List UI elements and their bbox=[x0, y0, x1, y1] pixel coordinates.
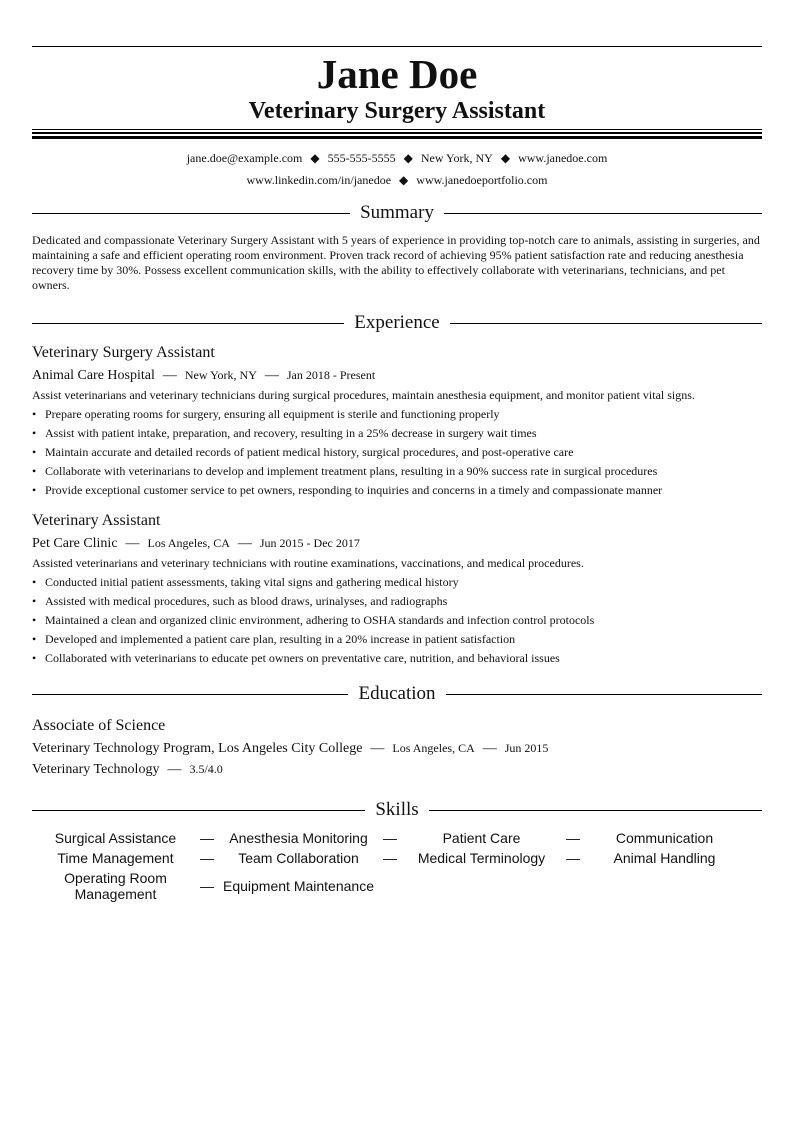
job-entry bbox=[32, 511, 762, 666]
job-dates: Jan 2018 - Present bbox=[286, 368, 376, 382]
skills-row: Time Management — Team Collaboration — Medical Terminology — Animal Handling bbox=[32, 850, 762, 866]
skill-item: Communication bbox=[615, 830, 714, 846]
summary-heading bbox=[32, 201, 762, 225]
skills-title: Skills bbox=[375, 799, 419, 820]
job-location: Los Angeles, CA bbox=[147, 536, 230, 550]
job-title: Veterinary Assistant bbox=[32, 512, 161, 529]
edu-location: Los Angeles, CA bbox=[392, 741, 475, 755]
edu-field-line: Veterinary Technology — 3.5/4.0 bbox=[32, 762, 223, 777]
contact-linkedin[interactable]: www.linkedin.com/in/janedoe bbox=[246, 173, 392, 187]
contact-website[interactable]: www.janedoe.com bbox=[518, 151, 608, 165]
edu-degree: Associate of Science bbox=[32, 717, 166, 734]
list-item: • Assisted with medical procedures, such as blood draws, urinalyses, and radiographs bbox=[32, 594, 448, 608]
contact-location: New York, NY bbox=[420, 151, 493, 165]
contact-line-1 bbox=[32, 149, 762, 167]
list-item: • Prepare operating rooms for surgery, ensuring all equipment is sterile and functioning properly bbox=[32, 407, 500, 421]
list-item: • Provide exceptional customer service to pet owners, responding to inquiries and concerns in a timely and compassionate manner bbox=[32, 483, 663, 497]
resume-page bbox=[32, 46, 762, 906]
job-location: New York, NY bbox=[184, 368, 257, 382]
skill-item: Animal Handling bbox=[613, 850, 716, 866]
diamond-icon: ◆ bbox=[500, 151, 511, 165]
skill-item: Anesthesia Monitoring bbox=[229, 830, 368, 846]
edu-gpa: 3.5/4.0 bbox=[189, 762, 223, 776]
diamond-icon: ◆ bbox=[310, 151, 320, 165]
skills-heading bbox=[32, 798, 762, 822]
job-bullets bbox=[32, 574, 762, 666]
list-item: • Developed and implemented a patient care plan, resulting in a 20% increase in patient satisfaction bbox=[32, 632, 516, 646]
skill-item: Medical Terminology bbox=[417, 850, 546, 866]
list-item: • Maintained a clean and organized clinic environment, adhering to OSHA standards and infection control protocols bbox=[32, 613, 595, 627]
skill-item: Operating Room Management bbox=[64, 870, 167, 902]
list-item: • Assist with patient intake, preparation, and recovery, resulting in a 25% decrease in surgery wait times bbox=[32, 426, 537, 440]
top-rule bbox=[32, 46, 762, 47]
skill-item: Patient Care bbox=[442, 830, 521, 846]
contact-phone[interactable]: 555-555-5555 bbox=[327, 151, 396, 165]
skill-item: Surgical Assistance bbox=[54, 830, 177, 846]
summary-text: Dedicated and compassionate Veterinary Surgery Assistant with 5 years of experience in providing top-notch care to animals, assisting in surgeries, and maintaining a safe and efficient operating room environment. Proven track record of achieving 95% patient satisfaction rate and reducing anesthesia recovery time by 30%. Possess excellent communication skills, with the ability to effectively collaborate with veterinarians, technicians, and pet owners. bbox=[32, 233, 760, 292]
contact-email[interactable]: jane.doe@example.com bbox=[186, 151, 303, 165]
job-meta: Pet Care Clinic — Los Angeles, CA — Jun 2015 - Dec 2017 bbox=[32, 536, 360, 551]
skills-grid bbox=[32, 830, 762, 902]
edu-date: Jun 2015 bbox=[504, 741, 549, 755]
skill-item: Equipment Maintenance bbox=[223, 878, 374, 894]
education-title: Education bbox=[358, 683, 436, 704]
experience-title: Experience bbox=[354, 312, 440, 333]
edu-field: Veterinary Technology bbox=[32, 762, 160, 777]
contact-portfolio[interactable]: www.janedoeportfolio.com bbox=[416, 173, 548, 187]
job-bullets bbox=[32, 406, 762, 498]
contact-line-2 bbox=[32, 171, 762, 189]
edu-program: Veterinary Technology Program, Los Angeles City College bbox=[32, 741, 363, 756]
job-entry bbox=[32, 343, 762, 498]
list-item: • Collaborated with veterinarians to educate pet owners on preventative care, nutrition, and behavioral issues bbox=[32, 651, 560, 665]
job-title: Veterinary Surgery Assistant bbox=[32, 344, 215, 361]
diamond-icon: ◆ bbox=[399, 173, 409, 187]
education-entry bbox=[32, 716, 762, 780]
diamond-icon: ◆ bbox=[403, 151, 413, 165]
job-description: Assist veterinarians and veterinary technicians during surgical procedures, maintain anesthesia equipment, and monitor patient vital signs. bbox=[32, 388, 695, 402]
list-item: • Collaborate with veterinarians to develop and implement treatment plans, resulting in a 90% success rate in surgical procedures bbox=[32, 464, 658, 478]
candidate-headline: Veterinary Surgery Assistant bbox=[248, 98, 546, 124]
candidate-name: Jane Doe bbox=[316, 51, 478, 97]
skill-item: Time Management bbox=[57, 850, 174, 866]
skills-row: Operating Room Management — Equipment Maintenance bbox=[32, 870, 762, 902]
header-rules bbox=[32, 129, 762, 139]
education-heading bbox=[32, 682, 762, 706]
summary-title: Summary bbox=[360, 202, 434, 223]
list-item: • Maintain accurate and detailed records of patient medical history, surgical procedures, and post-operative care bbox=[32, 445, 574, 459]
list-item: • Conducted initial patient assessments, taking vital signs and gathering medical history bbox=[32, 575, 459, 589]
edu-program-line: Veterinary Technology Program, Los Angeles City College — Los Angeles, CA — Jun 2015 bbox=[32, 741, 549, 756]
job-description: Assisted veterinarians and veterinary technicians with routine examinations, vaccinations, and medical procedures. bbox=[32, 556, 584, 570]
job-dates: Jun 2015 - Dec 2017 bbox=[259, 536, 360, 550]
job-meta: Animal Care Hospital — New York, NY — Jan 2018 - Present bbox=[32, 368, 376, 383]
skill-item: Team Collaboration bbox=[238, 850, 359, 866]
skills-row: Surgical Assistance — Anesthesia Monitoring — Patient Care — Communication bbox=[32, 830, 762, 846]
experience-heading bbox=[32, 311, 762, 335]
job-company: Pet Care Clinic bbox=[32, 536, 118, 551]
job-company: Animal Care Hospital bbox=[32, 368, 155, 383]
